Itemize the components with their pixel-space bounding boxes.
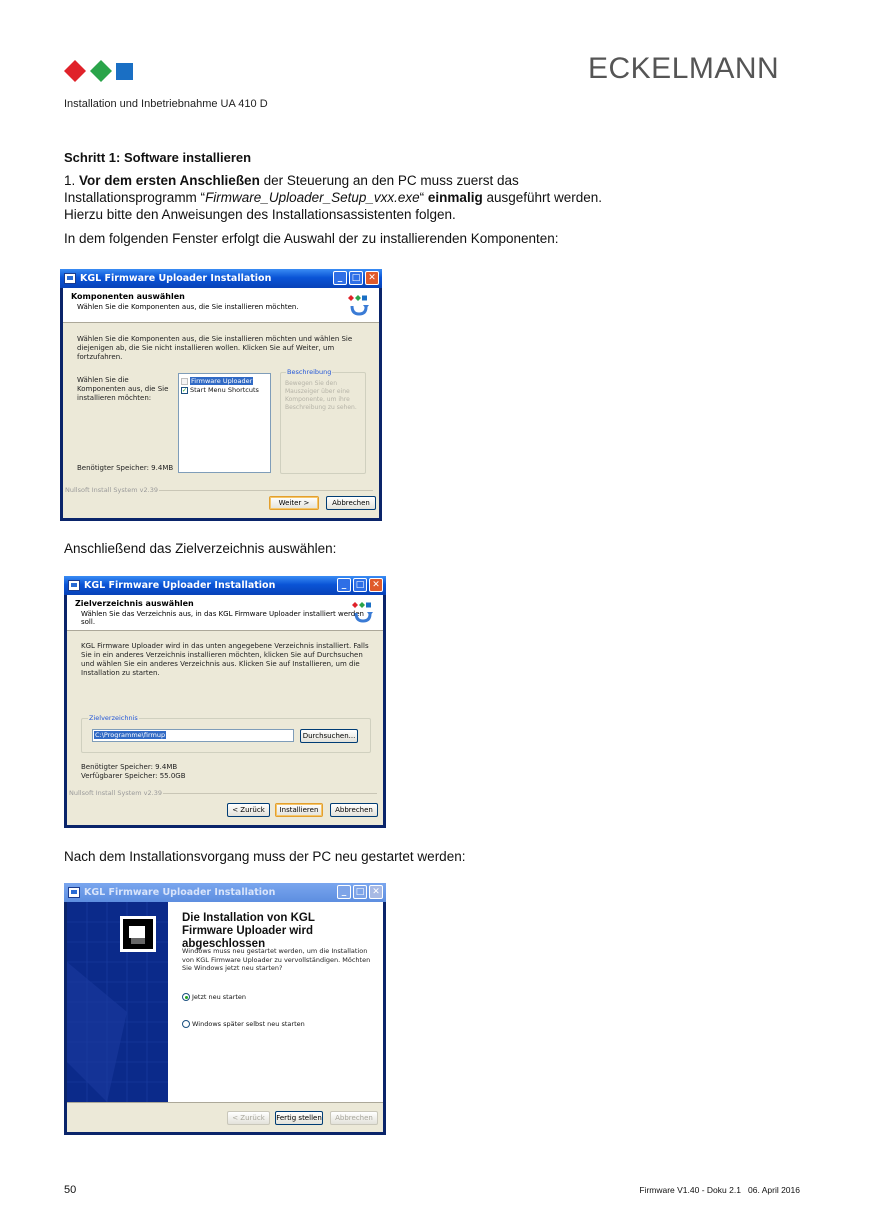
app-icon — [68, 580, 80, 591]
app-icon — [68, 887, 80, 898]
header-subtitle: Wählen Sie die Komponenten aus, die Sie installieren möchten. — [77, 303, 299, 311]
minimize-button[interactable]: _ — [337, 578, 351, 592]
components-list[interactable] — [178, 373, 271, 473]
wizard-header — [63, 288, 379, 323]
nsis-label: Nullsoft Install System v2.39 — [65, 486, 159, 494]
description-text: KGL Firmware Uploader wird in das unten angegebene Verzeichnis installiert. Falls Sie in ein anderes Verzeichnis installieren möchten, klicken Sie auf Durchsuchen und wählen Sie ein anderes Verzeichnis aus. Klicken Sie auf Installieren, um die Installation zu starten. — [81, 642, 369, 677]
header-subtitle: Wählen Sie das Verzeichnis aus, in das KGL Firmware Uploader installiert werden soll. — [81, 610, 364, 626]
finish-button[interactable]: Fertig stellen — [275, 1111, 323, 1125]
target-group — [81, 714, 371, 753]
installer-icon — [347, 294, 369, 316]
browse-button[interactable]: Durchsuchen... — [300, 729, 358, 743]
path-value: C:\Programme\firmup — [95, 731, 166, 739]
close-button[interactable]: ✕ — [369, 578, 383, 592]
app-icon — [64, 273, 76, 284]
maximize-button[interactable]: □ — [353, 578, 367, 592]
nsis-label: Nullsoft Install System v2.39 — [69, 789, 163, 797]
divider — [163, 793, 377, 794]
cancel-button[interactable]: Abbrechen — [326, 496, 376, 510]
section-title: Schritt 1: Software installieren — [64, 150, 252, 165]
restart-paragraph: Nach dem Installationsvorgang muss der PC neu gestartet werden: — [64, 849, 466, 864]
cancel-button[interactable]: Abbrechen — [330, 1111, 378, 1125]
title-bar — [64, 883, 386, 902]
components-paragraph: In dem folgenden Fenster erfolgt die Auswahl der zu installierenden Komponenten: — [64, 231, 559, 246]
intro-paragraph: 1. Vor dem ersten Anschließen der Steuerung an den PC muss zuerst das Installationsprogramm “Firmware_Uploader_Setup_vxx.exe“ einmalig ausgeführt werden. Hierzu bitte den Anweisungen des Installationsassistenten folgen. — [64, 173, 603, 222]
next-button[interactable]: Weiter > — [269, 496, 319, 510]
close-button[interactable]: ✕ — [369, 885, 383, 899]
installer-window-target — [64, 576, 386, 828]
back-button[interactable]: < Zurück — [227, 803, 270, 817]
option-label: Jetzt neu starten — [192, 993, 247, 1001]
header-title: Zielverzeichnis auswählen — [75, 599, 194, 608]
wizard-header — [67, 595, 383, 631]
path-input[interactable] — [92, 729, 294, 742]
target-paragraph: Anschließend das Zielverzeichnis auswählen: — [64, 541, 337, 556]
checkbox-checked-icon[interactable]: ✓ — [182, 386, 188, 394]
document-subtitle: Installation und Inbetriebnahme UA 410 D — [64, 98, 268, 110]
header-title: Komponenten auswählen — [71, 292, 185, 301]
footer-info: Firmware V1.40 - Doku 2.1 06. April 2016 — [639, 1185, 800, 1195]
window-title: KGL Firmware Uploader Installation — [80, 273, 272, 284]
page-number: 50 — [64, 1184, 77, 1196]
group-description: Bewegen Sie den Mauszeiger über eine Komponente, um ihre Beschreibung zu sehen. — [285, 380, 357, 411]
components-label: Wählen Sie die Komponenten aus, die Sie installieren möchten: — [77, 376, 169, 402]
restart-later-option[interactable] — [182, 1020, 305, 1028]
maximize-button[interactable]: □ — [349, 271, 363, 285]
title-bar — [60, 269, 382, 288]
radio-icon[interactable] — [182, 1020, 190, 1028]
finish-text: Windows muss neu gestartet werden, um die Installation von KGL Firmware Uploader zu vervollständigen. Möchten Sie Windows jetzt neu starten? — [182, 947, 371, 972]
list-item-label: Firmware Uploader — [191, 377, 253, 385]
list-item[interactable] — [181, 377, 270, 385]
window-title: KGL Firmware Uploader Installation — [84, 580, 276, 591]
close-button[interactable]: ✕ — [365, 271, 379, 285]
option-label: Windows später selbst neu starten — [192, 1020, 305, 1028]
minimize-button[interactable]: _ — [337, 885, 351, 899]
title-bar — [64, 576, 386, 595]
eckelmann-logo-mark — [64, 60, 136, 82]
description-text: Wählen Sie die Komponenten aus, die Sie installieren möchten und wählen Sie diejenigen ab, die Sie nicht installieren wollen. Klicken Sie auf Weiter, um fortzufahren. — [77, 335, 353, 361]
restart-now-option[interactable] — [182, 993, 246, 1001]
wizard-side-banner — [67, 902, 168, 1102]
radio-selected-icon[interactable] — [182, 993, 190, 1001]
list-item-label: Start Menu Shortcuts — [190, 386, 259, 394]
group-title: Zielverzeichnis — [89, 714, 138, 722]
group-title: Beschreibung — [287, 368, 332, 376]
finish-title: Die Installation von KGL Firmware Uploader wird abgeschlossen — [182, 912, 315, 950]
installer-window-finish — [64, 883, 386, 1135]
list-item[interactable] — [181, 386, 270, 394]
brand-name: ECKELMANN — [588, 52, 780, 85]
divider — [159, 490, 373, 491]
install-button[interactable]: Installieren — [275, 803, 323, 817]
window-title: KGL Firmware Uploader Installation — [84, 887, 276, 898]
button-bar — [67, 1102, 383, 1132]
back-button[interactable]: < Zurück — [227, 1111, 270, 1125]
wizard-content — [168, 902, 383, 1102]
maximize-button[interactable]: □ — [353, 885, 367, 899]
installer-window-components — [60, 269, 382, 521]
cancel-button[interactable]: Abbrechen — [330, 803, 378, 817]
minimize-button[interactable]: _ — [333, 271, 347, 285]
space-available: Verfügbarer Speicher: 55.0GB — [81, 772, 186, 780]
space-required: Benötigter Speicher: 9.4MB — [81, 763, 178, 771]
installer-icon — [351, 601, 373, 623]
description-group — [280, 368, 366, 474]
checkbox-disabled-icon — [181, 378, 188, 385]
space-required: Benötigter Speicher: 9.4MB — [77, 464, 174, 472]
